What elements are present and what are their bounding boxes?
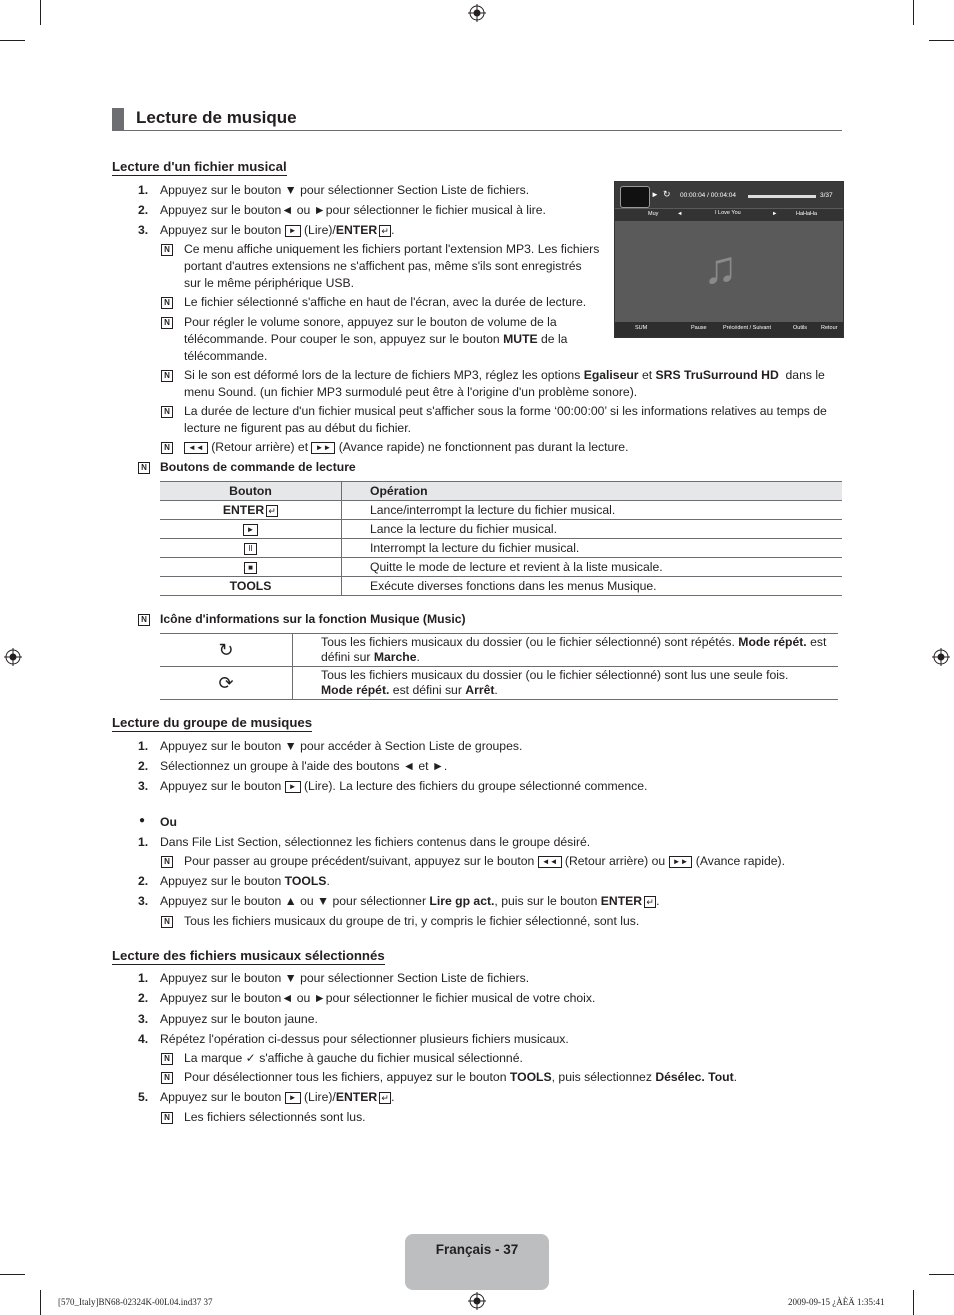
note-text: Pour régler le volume sonore, appuyez sur le bouton de volume de la xyxy=(184,315,557,329)
table-row: ENTER ↵ Lance/interrompt la lecture du fichier musical. xyxy=(160,501,842,520)
icons-heading: Icône d'informations sur la fonction Musique (Music) xyxy=(160,612,466,626)
enter-key-icon: ↵ xyxy=(379,1092,391,1104)
step-number: 4. xyxy=(138,1032,149,1046)
note-icon: N xyxy=(161,244,173,256)
note-icon: N xyxy=(161,442,173,454)
table-row: TOOLS Exécute diverses fonctions dans les menus Musique. xyxy=(160,577,842,596)
icons-table xyxy=(160,633,838,700)
note-icon: N xyxy=(161,1053,173,1065)
note-icon: N xyxy=(161,406,173,418)
rewind-key-icon: ◄◄ xyxy=(184,442,208,454)
step-text: Répétez l'opération ci-dessus pour sélectionner plusieurs fichiers musicaux. xyxy=(160,1032,569,1046)
step-number: 2. xyxy=(138,874,149,888)
print-slug-left: [570_Italy]BN68-02324K-00L04.ind37 37 xyxy=(58,1297,213,1307)
step-text: Appuyez sur le bouton ► (Lire)/ENTER ↵ . xyxy=(160,223,395,237)
music-player-screenshot xyxy=(614,181,844,338)
note-text: lecture ne figurent pas au début du fichier. xyxy=(184,421,411,435)
step-text: Appuyez sur le bouton ▼ pour sélectionner Section Liste de fichiers. xyxy=(160,971,530,985)
step-text: Appuyez sur le bouton ► (Lire). La lecture des fichiers du groupe sélectionné commence. xyxy=(160,779,648,793)
step-number: 1. xyxy=(138,971,149,985)
table-row: ► Lance la lecture du fichier musical. xyxy=(160,520,842,539)
registration-mark-icon xyxy=(468,1292,486,1310)
section-title: Lecture de musique xyxy=(136,108,297,127)
note-text: La marque ✓ s'affiche à gauche du fichier musical sélectionné. xyxy=(184,1051,523,1065)
controls-table xyxy=(160,481,842,596)
ou-label: Ou xyxy=(160,815,177,829)
note-text: Si le son est déformé lors de la lecture de fichiers MP3, réglez les options Egaliseur et SRS TruSurround HD dans le xyxy=(184,368,825,382)
pause-key-icon: II xyxy=(244,543,256,555)
registration-mark-icon xyxy=(468,4,486,22)
note-icon: N xyxy=(138,462,150,474)
table-row: ↻ Tous les fichiers musicaux du dossier (ou le fichier sélectionné) sont répétés. Mode répét. est défini sur Marche. xyxy=(160,634,838,667)
enter-key-icon: ↵ xyxy=(644,896,656,908)
checkmark-icon: ✓ xyxy=(245,1051,256,1065)
step-number: 3. xyxy=(138,779,149,793)
step-number: 3. xyxy=(138,894,149,908)
step-text: Appuyez sur le bouton ▼ pour sélectionner Section Liste de fichiers. xyxy=(160,183,530,197)
step-number: 3. xyxy=(138,1012,149,1026)
step-number: 3. xyxy=(138,223,149,237)
screen-pause-label: Pause xyxy=(691,325,707,331)
registration-mark-icon xyxy=(932,648,950,666)
note-text: télécommande. xyxy=(184,349,268,363)
step-number: 2. xyxy=(138,759,149,773)
step-number: 2. xyxy=(138,991,149,1005)
note-icon: N xyxy=(161,1112,173,1124)
table-row: ⟳ Tous les fichiers musicaux du dossier (ou le fichier sélectionné) sont lus une seule fois. Mode répét. est défini sur Arrêt. xyxy=(160,667,838,700)
repeat-once-icon: ⟳ xyxy=(160,667,293,700)
step-number: 1. xyxy=(138,739,149,753)
note-text: portant d'autres extensions ne s'affichent pas, même s'ils sont enregistrés xyxy=(184,259,582,273)
title-rule xyxy=(112,130,842,131)
note-icon: N xyxy=(138,614,150,626)
note-text: télécommande. Pour couper le son, appuyez sur le bouton MUTE de la xyxy=(184,332,568,346)
step-text: Appuyez sur le bouton jaune. xyxy=(160,1012,318,1026)
col-header: Opération xyxy=(342,482,843,501)
play-key-icon: ► xyxy=(285,781,301,793)
enter-key-icon: ↵ xyxy=(266,505,278,517)
play-key-icon: ► xyxy=(285,225,301,237)
current-track-label: I Love You xyxy=(715,210,741,216)
step-text: Appuyez sur le bouton ► (Lire)/ENTER ↵ . xyxy=(160,1090,395,1104)
next-arrow-icon: ► xyxy=(772,211,778,217)
col-header: Bouton xyxy=(160,482,342,501)
repeat-status-icon: ↻ xyxy=(663,189,671,199)
note-icon: N xyxy=(161,317,173,329)
enter-key-icon: ↵ xyxy=(379,225,391,237)
table-row: II Interrompt la lecture du fichier musical. xyxy=(160,539,842,558)
note-icon: N xyxy=(161,856,173,868)
step-text: Appuyez sur le bouton ▼ pour accéder à Section Liste de groupes. xyxy=(160,739,523,753)
step-number: 1. xyxy=(138,835,149,849)
next-track-label: HaHaHa xyxy=(796,211,818,217)
music-note-icon: ♫ xyxy=(703,241,738,293)
repeat-all-icon: ↻ xyxy=(160,634,293,667)
note-text: ◄◄ (Retour arrière) et ►► (Avance rapide) ne fonctionnent pas durant la lecture. xyxy=(184,440,628,455)
fast-forward-key-icon: ►► xyxy=(311,442,335,454)
controls-heading: Boutons de commande de lecture xyxy=(160,460,356,474)
registration-mark-icon xyxy=(4,648,22,666)
heading-lecture-fichier: Lecture d'un fichier musical xyxy=(112,159,287,174)
note-text: sur le même périphérique USB. xyxy=(184,276,355,290)
play-key-icon: ► xyxy=(285,1092,301,1104)
step-number: 5. xyxy=(138,1090,149,1104)
note-icon: N xyxy=(161,297,173,309)
page-number: Français - 37 xyxy=(435,1242,519,1257)
note-text: Ce menu affiche uniquement les fichiers portant l'extension MP3. Les fichiers xyxy=(184,242,600,256)
step-text: Appuyez sur le bouton◄ ou ►pour sélectionner le fichier musical à lire. xyxy=(160,203,546,217)
note-text: Pour désélectionner tous les fichiers, appuyez sur le bouton TOOLS, puis sélectionnez Désélec. Tout. xyxy=(184,1070,738,1084)
stop-key-icon: ■ xyxy=(244,562,257,574)
print-slug-right: 2009-09-15 ¿ÀÈÄ 1:35:41 xyxy=(788,1297,885,1307)
note-text: Pour passer au groupe précédent/suivant, appuyez sur le bouton ◄◄ (Retour arrière) ou ►► (Avance rapide). xyxy=(184,854,785,868)
step-number: 1. xyxy=(138,183,149,197)
step-text: Appuyez sur le bouton ▲ ou ▼ pour sélectionner Lire gp act., puis sur le bouton ENTER ↵ . xyxy=(160,894,660,908)
note-icon: N xyxy=(161,1072,173,1084)
screen-return-label: Retour xyxy=(821,325,838,331)
note-icon: N xyxy=(161,916,173,928)
heading-groupe: Lecture du groupe de musiques xyxy=(112,715,313,730)
prev-arrow-icon: ◄ xyxy=(677,211,683,217)
title-marker xyxy=(112,108,124,130)
step-text: Sélectionnez un groupe à l'aide des boutons ◄ et ►. xyxy=(160,759,448,773)
screen-sum-label: SUM xyxy=(635,325,648,331)
step-number: 2. xyxy=(138,203,149,217)
note-text: Les fichiers sélectionnés sont lus. xyxy=(184,1110,366,1124)
prev-track-label: Muy xyxy=(648,211,659,217)
rewind-key-icon: ◄◄ xyxy=(538,856,562,868)
play-status-icon: ► xyxy=(651,190,659,199)
note-text: menu Sound. (un fichier MP3 surmodulé peut être à l'origine d'un problème sonore). xyxy=(184,385,638,399)
heading-selection: Lecture des fichiers musicaux sélectionnés xyxy=(112,948,385,963)
screen-count: 3/37 xyxy=(820,192,833,199)
step-text: Appuyez sur le bouton TOOLS. xyxy=(160,874,330,888)
screen-time: 00:00:04 / 00:04:04 xyxy=(680,192,737,199)
play-key-icon: ► xyxy=(243,524,259,536)
note-text: Tous les fichiers musicaux du groupe de tri, y compris le fichier sélectionné, sont lus. xyxy=(184,914,640,928)
progress-bar xyxy=(748,195,816,198)
note-icon: N xyxy=(161,370,173,382)
step-text: Appuyez sur le bouton◄ ou ►pour sélectionner le fichier musical de votre choix. xyxy=(160,991,596,1005)
step-text: Dans File List Section, sélectionnez les fichiers contenus dans le groupe désiré. xyxy=(160,835,591,849)
screen-prev-next-label: Précédent / Suivant xyxy=(723,325,772,331)
fast-forward-key-icon: ►► xyxy=(669,856,693,868)
screen-tools-label: Outils xyxy=(793,325,808,331)
note-text: La durée de lecture d'un fichier musical peut s'afficher sous la forme ‘00:00:00’ si les informations relatives au temps de xyxy=(184,404,827,418)
bullet-icon: ● xyxy=(139,815,146,826)
table-row: ■ Quitte le mode de lecture et revient à la liste musicale. xyxy=(160,558,842,577)
note-text: Le fichier sélectionné s'affiche en haut de l'écran, avec la durée de lecture. xyxy=(184,295,587,309)
